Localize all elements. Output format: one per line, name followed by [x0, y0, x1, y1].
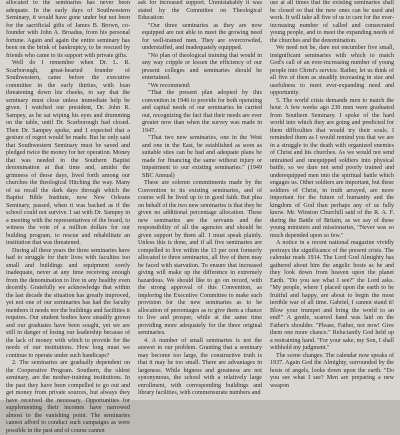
paragraph: Well do I remember when Dr. L. R. Scarborough, great-hearted founder of Southwestern, came before the executive committee in the early thirties, with loan threatening down his cheeks, to say that the seminary must close unless immediate help be given. I watched our president, Dr. John R. Sampey, as he sat wiping his eyes and drumming on the table, until Dr. Scarborough had closed. Then Dr. Sampey spoke, and I expected that a gesture of regret would be made. But he only said that Southwestern Seminary must be saved and pledged twice the money for her operation. Money that was needed in the Southern Baptist denomination at that time and, amidst the grimness of those days, lived forth among our churches the theological Hitching the way. Many of us recall the dark days through which the Baptist Bible Institute, now New Orleans Seminary, passed, when it was backed as if the school could not survive. I sat with Dr. Sampey in a meeting with the representatives of the board, to witness the vote of a million dollars for our building program, to rescue and rehabilitate an institution that was threatened.	[6, 60, 130, 246]
paragraph: allocated to the seminaries has never been adequate. In the early days of Southwestern Seminary, it would have gone under but not been for the sacrificial gifts of James B. Brown, co-founder with John A. Broadus, from his personal fortune. Again and again the entire seminary has been on the brink of bankruptcy, to be rescued by friends who came to its support with private gifts.	[6, 0, 130, 59]
paragraph: We need not be, dare not encumber five small, insignificant seminaries with which to match God's call of an ever-increasing number of young people into Christ's service. Rather, let us think of all five of them as steadily increasing in size and usefulness to meet ever-expanding need and opportunity.	[270, 45, 394, 96]
paragraph: use at all times that the existing seminaries shall be closed so that the new ones can be used and work. It will take all five of us to care for the ever-increasing number of called and consecrated young people, and to meet the expanding needs of the churches and the denomination.	[270, 0, 394, 44]
paragraph: 2. The seminaries are gradually dependent on the Cooperative Program. Southern, the oldest seminary, are the mother-training institutions. In the past they have been compelled to go out and get money from private sources, but always they have received the necessary. Opportunities for supplementing their incomes have narrowed almost to the vanishing point. The seminaries cannot afford to conduct such campaigns as were possible in the past and of course cannot	[6, 360, 130, 434]
quoted-paragraph: "That the present plan adopted by this convention in 1946 to provide for both operating and capital needs of our seminaries be carried out, recognizing the fact that their needs are ever greater now than when the survey was made in 1947.	[142, 90, 262, 134]
quoted-paragraph: "Our three seminaries as they are now equipped are not able to meet the growing need for well-trained men. They are overcrowded, understaffed, and inadequately equipped.	[142, 22, 262, 51]
paragraph: 5. The world crisis demands men to match the hour. A few weeks ago 230 men were graduated from Southern Seminary. I spoke of the hard world into which they are going and predicted for them difficulties that would try their souls. I reminded them as I would remind you that we are in a struggle to the death with organized enemies of Christ and his churches. As we would not send untrained and unequipped soldiers into physical battle, so we dare not send poorly trained and underequipped men into the spiritual battle which engages us. Other soldiers are important, but these soldiers of Christ, in truth arrayed, are more important for the future of humanity and the kingdom of God than perhaps any of us fully know. Mr. Winston Churchill said of the R. A. F. during the Battle of Britain, as we say of these young ministers and missionaries, "Never was so much depended upon so few."	[270, 97, 394, 239]
text-column-1	[6, 0, 130, 434]
text-column-2	[138, 0, 262, 400]
quoted-paragraph: "No plan of theological training that would in any way cripple or lessen the efficiency of our present colleges and seminaries should be entertained.	[142, 52, 262, 81]
text-column-3	[270, 0, 394, 400]
paragraph: These are solemn commitments made by the Convention to its existing seminaries, and of course will be lived up to in good faith. But plea on behalf of the two new seminaries is that they be given no additional percentage allocation. These new seminaries are the servants and the responsibility of all the agencies and should be given support by them all. I must speak plainly. Unless this is done, and if all five seminaries are compelled to live within the 13 per cent formerly allocated to three seminaries, all five of them may be faced with starvation. To ensure that increased giving will make up the difference in extremely hazardous. We should like to go on record, with the strong approval of this Convention, as imploring the Executive Committee to make such provision for the new seminaries as to be allocation of percentages as to give them a chance to live and prosper, while at the same time providing more adequately for the three original seminaries.	[138, 180, 262, 336]
paragraph: ask for increased support. Unmistakably it was stated by the Committee on Theological Education:	[138, 0, 262, 21]
paragraph: The scene changes. The calendar now speaks of 1937. Again God the Almighty, surrounded by the hosts of angels, looks down upon the earth. "Do you see what I see? Men are preparing a new weapon	[270, 352, 394, 389]
paragraph: A notice in a recent national magazine vividly portrays the significance of the present crisis. The calendar reads 1914. The Lord God Almighty has gathered about him the angelic hosts as he and they look down from heaven upon the planet Earth. "Do you see what I see?" the Lord asks. "My people, where I placed upon the earth to be fruitful and happy, are about to begin the most terrible war of all time. Gabriel, I cannot stand it! Blow your trumpet and bring the world to an end!" A gentle, scarred hand was laid on the Father's shoulder. "Please, Father, not now! Give them one more chance." Reluctantly God held up a restraining hand. "For your sake, my Son, I shall withhold my judgment."	[270, 240, 394, 351]
quoted-paragraph: "That two new seminaries, one in the West and one in the East, be established as soon as suitable sites can be had and adequate plans be made for financing the same without injury or impairment to our existing seminaries." (1949 SBC Annual)	[142, 135, 262, 179]
quoted-paragraph: "We recommend:	[148, 82, 191, 89]
paragraph: During all these years the three seminaries have had to struggle for their lives with faculties too small and buildings and equipment sorely inadequate, never at any time receiving enough from the denomination to live in any healthy even decently. Gratefully we acknowledge that within the last decade the situation has greatly improved, yet not one of our seminaries has had the faculty members it needs nor the buildings and facilities it requires. Our student bodies have steadily grown and our graduates have been sought, yet we are still in danger of losing our leadership because of the lack of money with which to provide for the needs of our institutions. How long must we continue to operate under such handicaps?	[6, 247, 130, 359]
paragraph: 4. A number of small seminaries is not the answer to our problem. Granting that a seminary may become too large, the constructive truth is that it may be too small. There are advantages in largeness. While bigness and greatness are not synonymous, the school with a relatively large enrollment, with corresponding buildings and library facilities, with commensurate numbers and	[138, 337, 262, 396]
